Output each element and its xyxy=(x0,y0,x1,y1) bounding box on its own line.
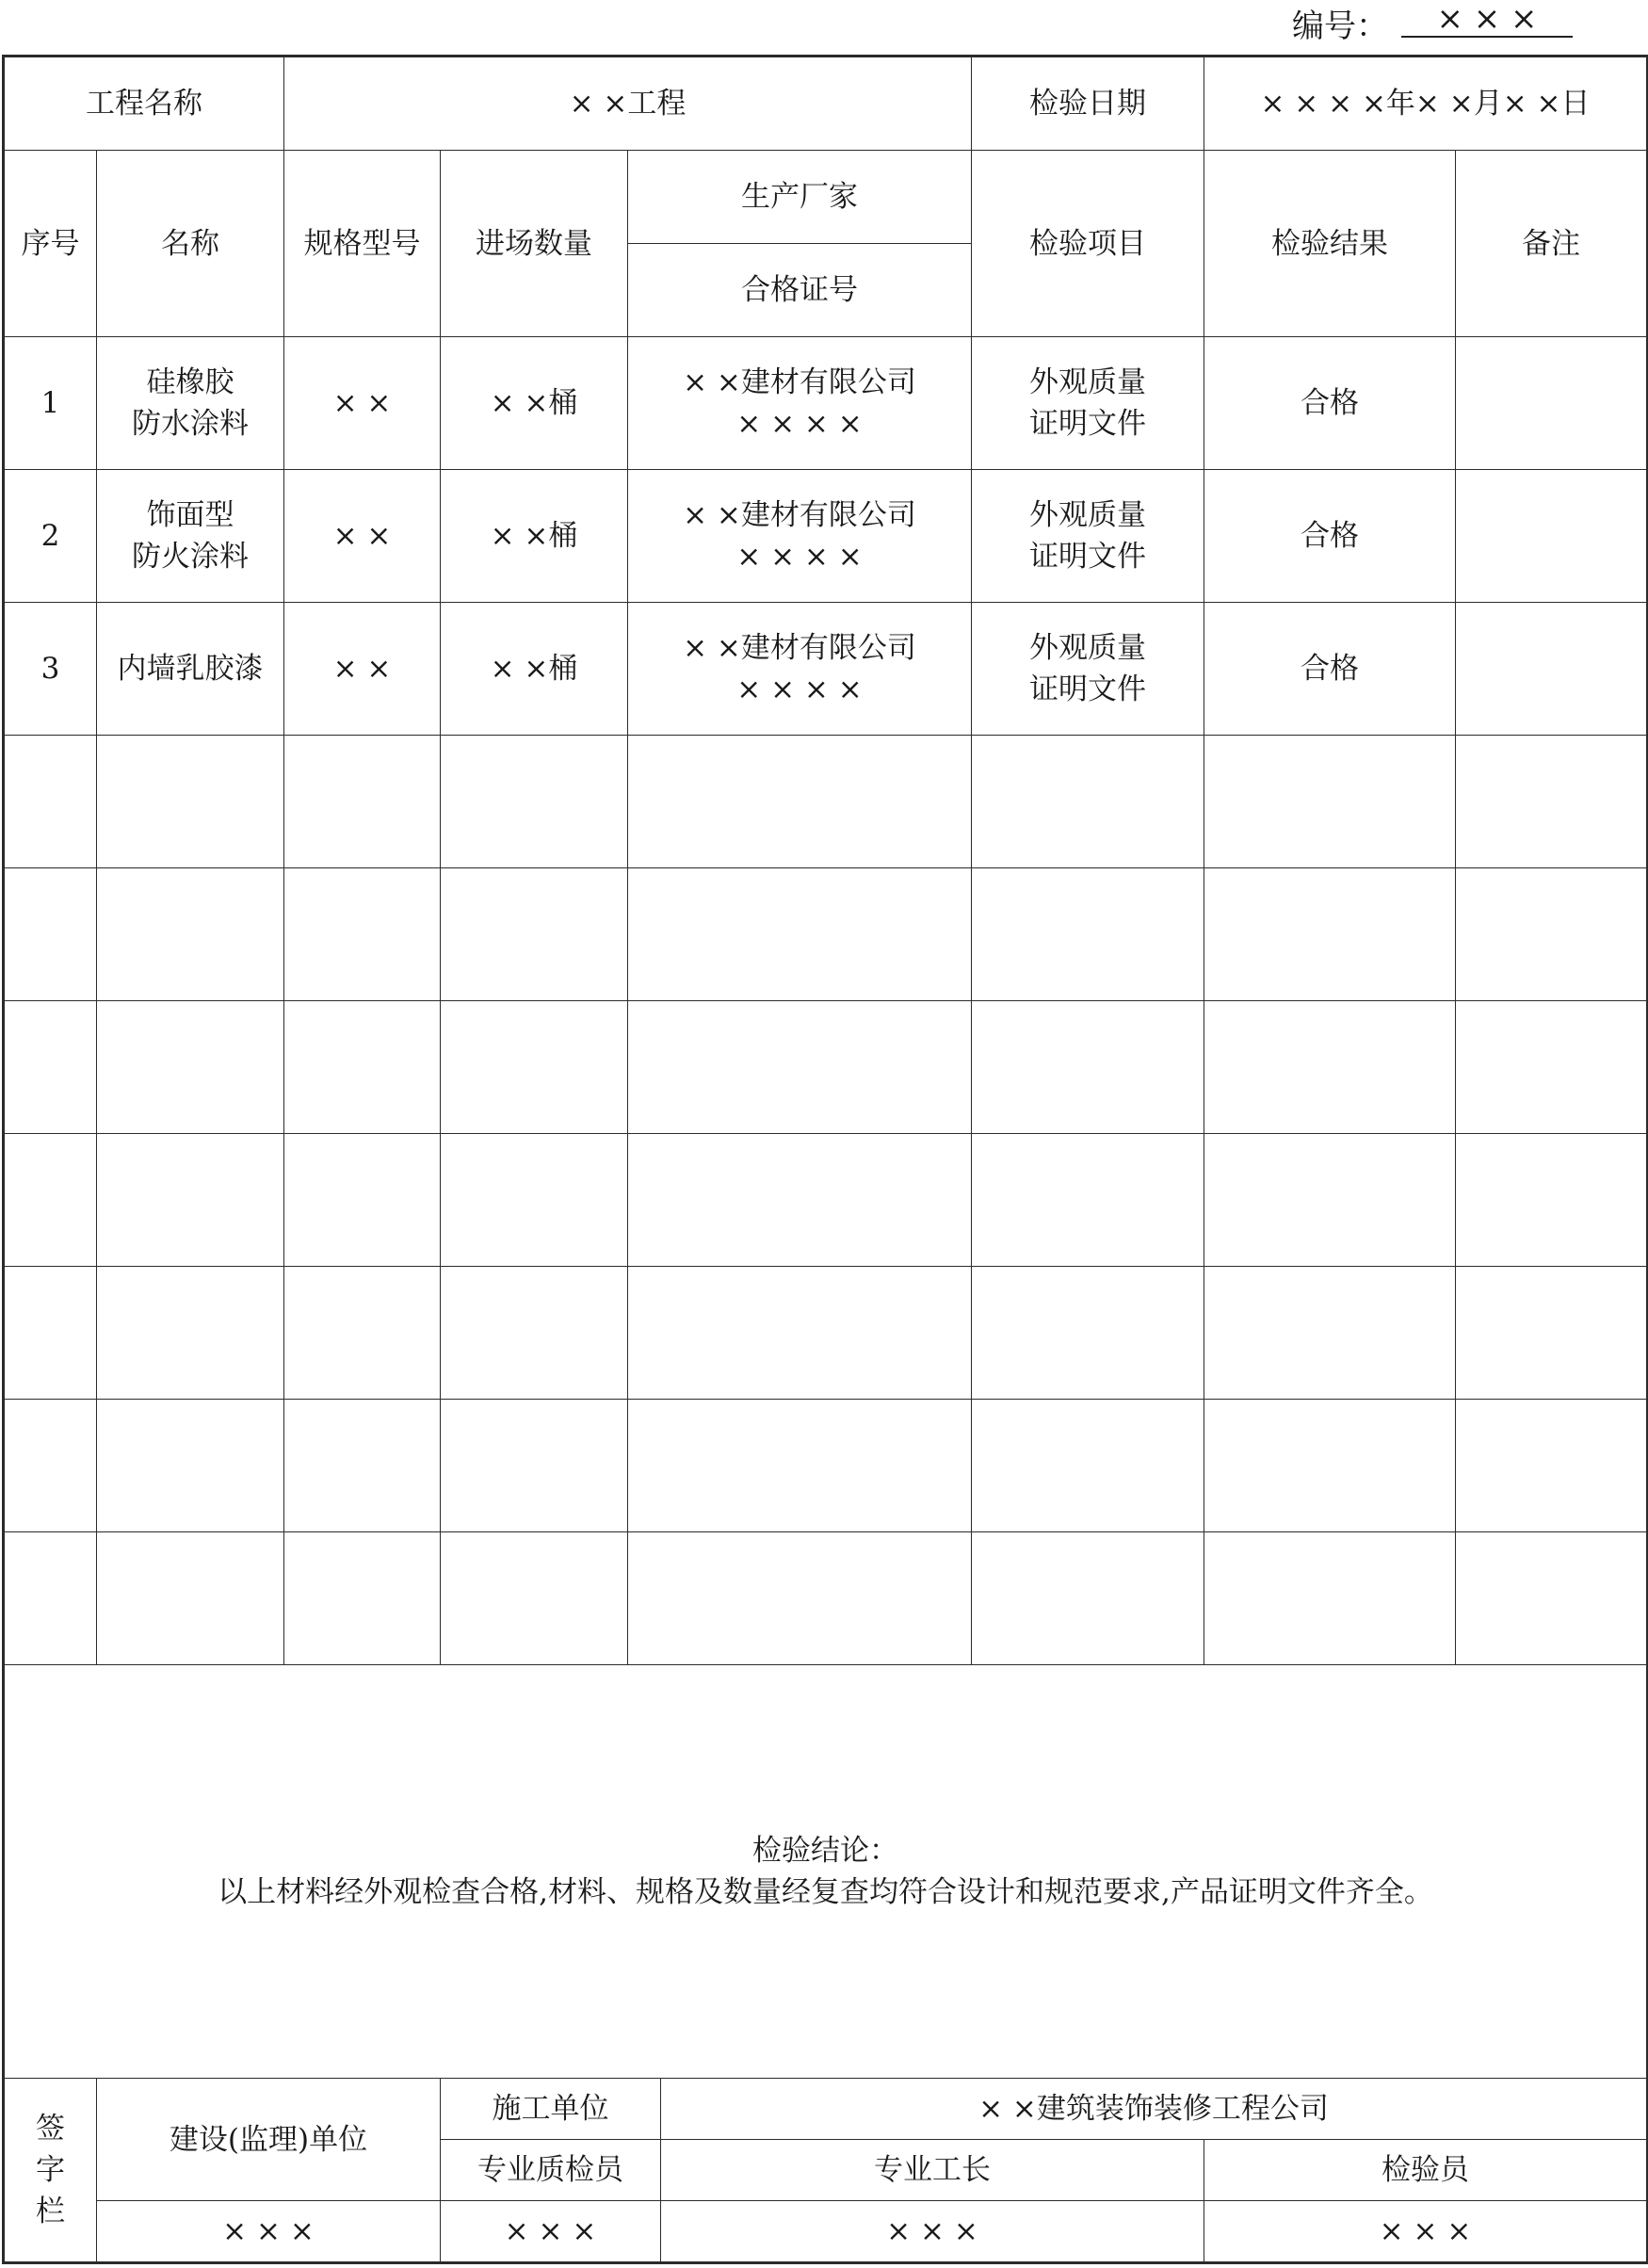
header-item: 检验项目 xyxy=(972,151,1204,337)
conclusion-label: 检验结论： xyxy=(752,1834,898,1868)
qc-inspector-label: 专业质检员 xyxy=(441,2140,661,2201)
table-row xyxy=(4,603,1648,736)
row-seq: 2 xyxy=(4,470,97,603)
signature-row-1 xyxy=(4,2079,1648,2140)
inspection-form-table xyxy=(2,55,1648,2264)
inspection-date-value: × × × ×年× ×月× ×日 xyxy=(1204,57,1648,151)
header-maker: 生产厂家 xyxy=(628,151,972,244)
row-remark xyxy=(1456,337,1648,470)
serial-label: 编号： xyxy=(1292,8,1388,45)
owner-signature: × × × xyxy=(97,2201,441,2263)
foreman-signature: × × × xyxy=(661,2201,1204,2263)
contractor-name: × ×建筑装饰装修工程公司 xyxy=(661,2079,1648,2140)
row-spec: × × xyxy=(284,470,441,603)
row-spec: × × xyxy=(284,603,441,736)
row-name: 饰面型 防火涂料 xyxy=(97,470,284,603)
row-seq: 1 xyxy=(4,337,97,470)
row-maker: × ×建材有限公司 × × × × xyxy=(628,337,972,470)
conclusion-row xyxy=(4,1665,1648,2079)
row-qty: × ×桶 xyxy=(441,337,628,470)
row-remark xyxy=(1456,470,1648,603)
table-row xyxy=(4,337,1648,470)
inspection-date-label: 检验日期 xyxy=(972,57,1204,151)
row-qty: × ×桶 xyxy=(441,603,628,736)
header-remark: 备注 xyxy=(1456,151,1648,337)
row-spec: × × xyxy=(284,337,441,470)
signature-row-3 xyxy=(4,2201,1648,2263)
owner-unit-label: 建设(监理)单位 xyxy=(97,2079,441,2201)
row-seq: 3 xyxy=(4,603,97,736)
empty-row xyxy=(4,1267,1648,1400)
empty-row xyxy=(4,1134,1648,1267)
row-result: 合格 xyxy=(1204,337,1456,470)
header-name: 名称 xyxy=(97,151,284,337)
row-result: 合格 xyxy=(1204,470,1456,603)
row-result: 合格 xyxy=(1204,603,1456,736)
header-spec: 规格型号 xyxy=(284,151,441,337)
row-item: 外观质量 证明文件 xyxy=(972,337,1204,470)
inspector-signature: × × × xyxy=(1204,2201,1648,2263)
header-seq: 序号 xyxy=(4,151,97,337)
conclusion-text: 以上材料经外观检查合格,材料、规格及数量经复查均符合设计和规范要求,产品证明文件齐全。 xyxy=(218,1875,1433,1909)
empty-row xyxy=(4,1400,1648,1532)
serial-number xyxy=(1292,0,1575,49)
project-row xyxy=(4,57,1648,151)
serial-value: × × × xyxy=(1401,0,1573,38)
row-maker: × ×建材有限公司 × × × × xyxy=(628,603,972,736)
inspection-conclusion xyxy=(4,1665,1648,2079)
table-row xyxy=(4,470,1648,603)
empty-row xyxy=(4,736,1648,868)
row-item: 外观质量 证明文件 xyxy=(972,470,1204,603)
header-cert: 合格证号 xyxy=(628,244,972,337)
header-result: 检验结果 xyxy=(1204,151,1456,337)
row-name: 内墙乳胶漆 xyxy=(97,603,284,736)
header-row-1 xyxy=(4,151,1648,244)
signature-column-label: 签字栏 xyxy=(4,2079,97,2263)
row-name: 硅橡胶 防水涂料 xyxy=(97,337,284,470)
empty-row xyxy=(4,1001,1648,1134)
empty-row xyxy=(4,868,1648,1001)
inspector-label: 检验员 xyxy=(1204,2140,1648,2201)
project-name-value: × ×工程 xyxy=(284,57,972,151)
foreman-label: 专业工长 xyxy=(661,2140,1204,2201)
row-qty: × ×桶 xyxy=(441,470,628,603)
row-item: 外观质量 证明文件 xyxy=(972,603,1204,736)
row-maker: × ×建材有限公司 × × × × xyxy=(628,470,972,603)
qc-signature: × × × xyxy=(441,2201,661,2263)
empty-row xyxy=(4,1532,1648,1665)
row-remark xyxy=(1456,603,1648,736)
contractor-label: 施工单位 xyxy=(441,2079,661,2140)
header-qty: 进场数量 xyxy=(441,151,628,337)
project-name-label: 工程名称 xyxy=(4,57,284,151)
